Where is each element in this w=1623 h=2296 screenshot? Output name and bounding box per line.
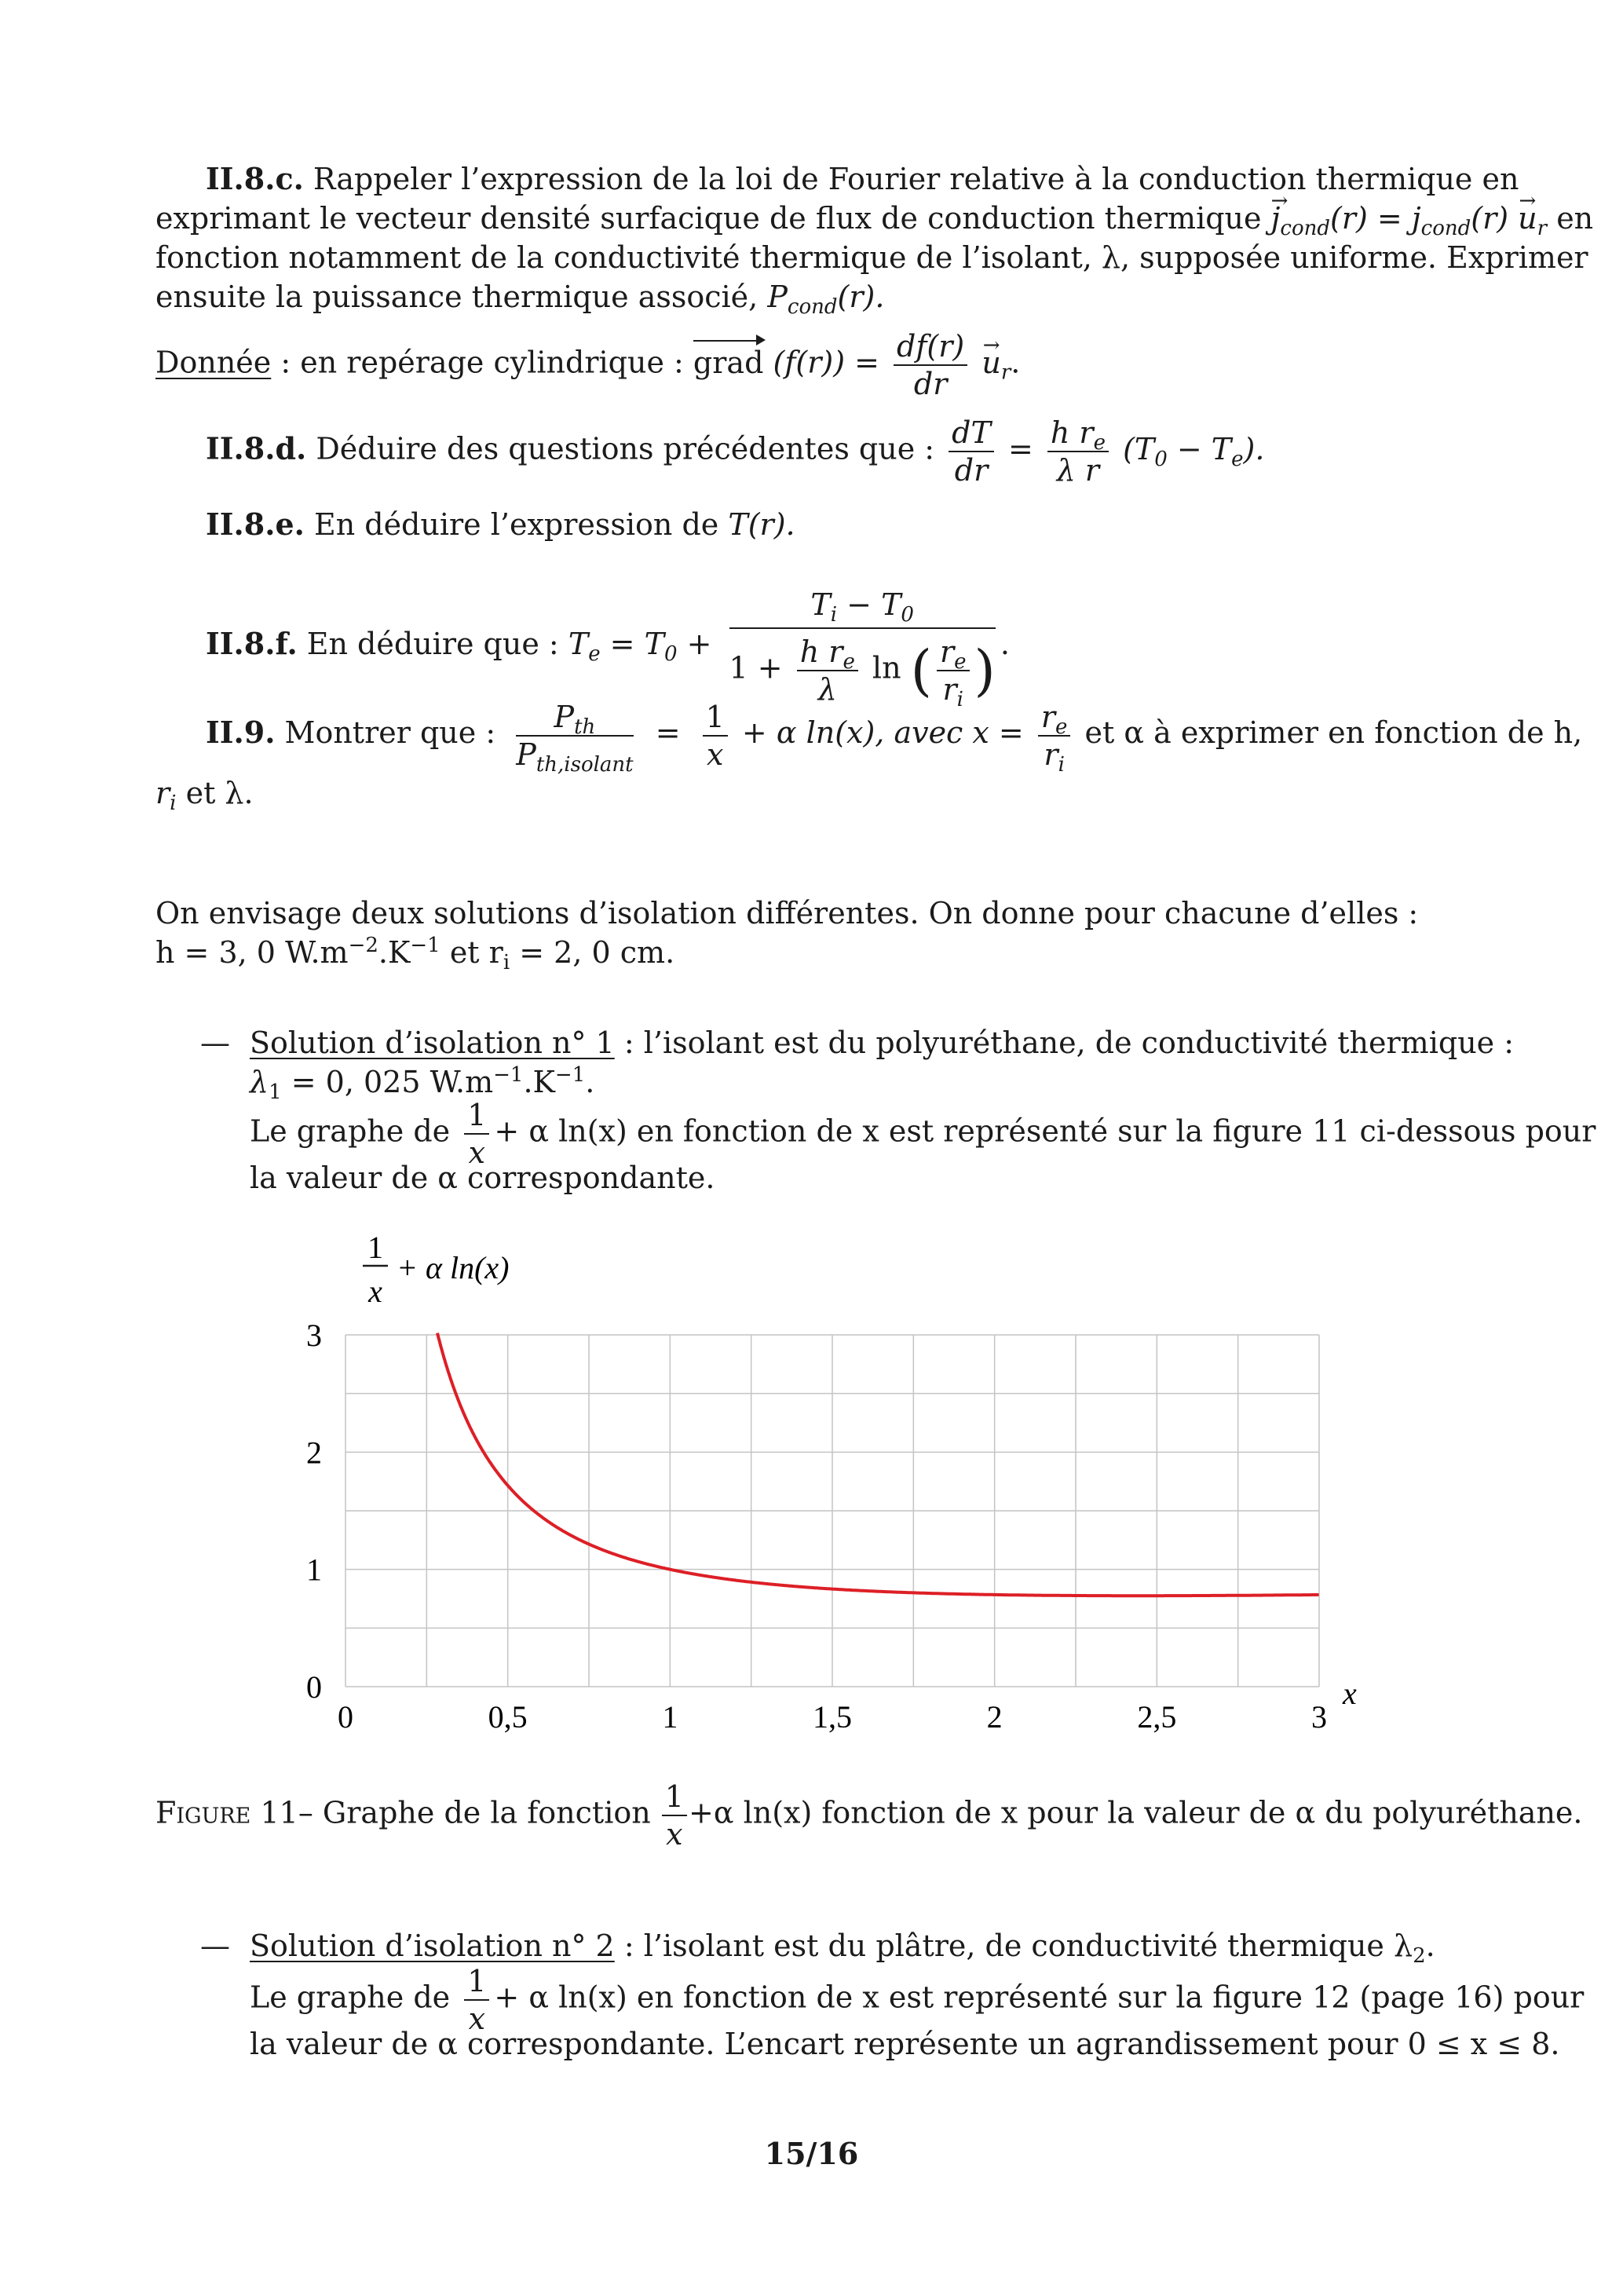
j-vector: → j <box>1271 199 1281 238</box>
solution1-line4: la valeur de α correspondante. <box>250 1161 715 1195</box>
grad-arg: (f(r)) = <box>773 345 879 380</box>
y-tick-label: 0 <box>306 1669 322 1705</box>
y-tick-label: 1 <box>306 1552 322 1588</box>
sub-cond: cond <box>1280 217 1331 240</box>
donnee-label: Donnée <box>155 345 272 380</box>
intro-line1: On envisage deux solutions d’isolation différentes. On donne pour chacune d’elles : <box>155 896 1419 930</box>
chart-grid <box>345 1335 1319 1687</box>
x-tick-label: 3 <box>1311 1699 1327 1735</box>
chart-ticks <box>306 1318 1327 1735</box>
q-ii9-text: Montrer que : <box>284 715 496 750</box>
q-ii8c-text1: Rappeler l’expression de la loi de Fourier relative à la conduction thermique en <box>313 162 1519 196</box>
solution2-line1: Solution d’isolation n° 2 : l’isolant est du plâtre, de conductivité thermique $\lambda_2$. <box>250 1929 1435 1968</box>
solution2-line2: Le graphe de $\frac{1}{x}$ + α ln(x) en fonction de x est représenté sur la figure 12 (page 16) pour <box>250 1964 1585 2036</box>
sol1-one-over-x: $\frac{1}{x}$ <box>464 1097 489 1171</box>
j-scalar: j <box>1411 201 1421 236</box>
q-ii8c-text4: ensuite la puissance thermique associé, <box>155 280 758 314</box>
q-ii9-label: II.9. <box>206 715 276 750</box>
solution2-title: Solution d’isolation n° 2 <box>250 1929 615 1963</box>
dt-dr-fraction: $\frac{dT}{dr}$ <box>949 415 994 488</box>
u-vector: → u <box>1518 199 1537 238</box>
figure-label: Figure 11 <box>155 1795 298 1830</box>
q-ii8c-text2: exprimant le vecteur densité surfacique de flux de conduction thermique <box>155 201 1262 236</box>
hr-lambda-small-fraction: $\frac{h r_e}{\lambda}$ <box>797 634 858 707</box>
solution1-line3: Le graphe de $\frac{1}{x}$ + α ln(x) en fonction de x est représenté sur la figure 11 ci-dessous pour <box>250 1098 1596 1170</box>
x-tick-label: 2 <box>986 1699 1003 1735</box>
y-tick-label: 2 <box>306 1435 322 1471</box>
p-cond-sub: cond <box>787 295 838 319</box>
page-number: 15/16 <box>764 2136 859 2171</box>
q-ii8c-line1 <box>206 159 1519 199</box>
donnee-line: Donnée : en repérage cylindrique : grad (f(r)) = $\frac{df(r)}{dr}$ → $u_r$. <box>155 328 1020 402</box>
sub-cond2: cond <box>1420 217 1471 240</box>
q-ii8c-line3: fonction notamment de la conductivité thermique de l’isolant, λ, supposée uniforme. Exprimer <box>155 240 1588 275</box>
solution1-line1: Solution d’isolation n° 1 : l’isolant est du polyuréthane, de conductivité thermique : <box>250 1026 1515 1060</box>
q-ii8e-text: En déduire l’expression de <box>313 507 719 542</box>
q-ii8c-label: II.8.c. <box>206 161 304 196</box>
te-expr: $T_e = T_0$ + <box>568 627 712 666</box>
t-of-r: T(r). <box>728 507 795 542</box>
q-ii8f-text: En déduire que : <box>306 627 559 661</box>
solution1-line2: $\lambda_1 = 0$, 025 $W.m^{-1}.K^{-1}$. <box>250 1063 595 1104</box>
ylabel-one: 1 <box>367 1230 383 1265</box>
q-ii8f-line: II.8.f. En déduire que : $T_e = T_0$ + $T_i - T_0$ 1 + $\frac{h r_e}{\lambda}$ ln ( $\frac{r_e}{r_i}$ ) . <box>206 587 1010 711</box>
sub-r: r <box>1537 217 1548 240</box>
ylabel-rest: + α ln(x) <box>397 1250 510 1285</box>
solution2-line3: la valeur de α correspondante. L’encart représente un agrandissement pour 0 ≤ x ≤ 8. <box>250 2027 1560 2061</box>
q-ii8c-en: en <box>1556 201 1594 236</box>
p-cond-arg: (r). <box>837 280 885 314</box>
hr-lambda-fraction: $\frac{h r_e}{\text{λ r}}$ <box>1047 415 1109 488</box>
q-ii8d-line: II.8.d. Déduire des questions précédentes que : $\frac{dT}{dr}$ = $\frac{h r_e}{\text{λ r}}$ $(T_0 - T_e)$. <box>206 415 1265 488</box>
ur-vector: → u <box>981 343 1000 382</box>
j-arg2: (r) <box>1471 201 1509 236</box>
figure-11-chart <box>0 1217 1623 1735</box>
q-ii8f-label: II.8.f. <box>206 626 298 661</box>
q-ii8d-label: II.8.d. <box>206 430 307 466</box>
q-ii8c-line2 <box>155 199 1593 238</box>
x-tick-label: 0,5 <box>488 1699 528 1735</box>
q-ii8d-text: Déduire des questions précédentes que : <box>316 431 935 466</box>
y-tick-label: 3 <box>306 1318 322 1353</box>
q-ii9-line1: II.9. Montrer que : $\frac{P_{th}}{P_{th,isolant}}$ = $\frac{1}{x}$ + α ln(x), avec x = $\frac{r_e}{r_i}$ et α à exprimer en fonction de h, <box>206 699 1583 777</box>
x-tick-label: 1,5 <box>813 1699 852 1735</box>
re-ri-fraction: $\frac{r_e}{r_i}$ <box>937 634 970 707</box>
temp-diff: $(T_0 - T_e)$. <box>1123 431 1265 471</box>
ylabel-x: x <box>368 1274 382 1309</box>
caption-one-over-x: $\frac{1}{x}$ <box>662 1779 687 1852</box>
q-ii9-expr: + α ln(x), avec x = <box>741 715 1024 750</box>
j-arg: (r) = <box>1330 201 1402 236</box>
p-cond: P <box>767 280 788 314</box>
donnee-text: : en repérage cylindrique : <box>280 345 684 380</box>
solution1-dash: — <box>200 1026 230 1060</box>
grad-operator: grad <box>693 343 763 382</box>
pth-ratio-fraction: $\frac{P_{th}}{P_{th,isolant}}$ <box>516 699 634 777</box>
q-ii8e-line <box>206 505 795 544</box>
series-curve <box>437 1333 1319 1596</box>
solution2-dash: — <box>200 1929 230 1963</box>
x-axis-label: x <box>1343 1676 1357 1711</box>
figure-caption: Figure 11– Graphe de la fonction $\frac{1}{x}$ +α ln(x) fonction de x pour la valeur de α du polyuréthane. <box>155 1779 1583 1852</box>
intro-line2: h = 3, 0 $W.m^{-2}.K^{-1}$ et $r_i = 2$, 0 cm. <box>155 934 675 974</box>
donnee-fraction: $\frac{df(r)}{dr}$ <box>894 328 967 402</box>
q-ii8e-label: II.8.e. <box>206 506 305 542</box>
re-ri-ratio: $\frac{r_e}{r_i}$ <box>1038 699 1071 773</box>
x-tick-label: 2,5 <box>1137 1699 1177 1735</box>
solution1-title: Solution d’isolation n° 1 <box>250 1026 615 1060</box>
te-fraction: $T_i - T_0$ 1 + $\frac{h r_e}{\lambda}$ ln ( $\frac{r_e}{r_i}$ ) <box>729 587 996 711</box>
sol2-one-over-x: $\frac{1}{x}$ <box>464 1963 489 2037</box>
q-ii9-line2: $r_i$ et λ. <box>155 776 254 815</box>
chart-y-label <box>363 1230 510 1309</box>
x-tick-label: 0 <box>338 1699 353 1735</box>
one-over-x-fraction: $\frac{1}{x}$ <box>703 699 728 773</box>
q-ii8c-line4 <box>155 277 885 319</box>
x-tick-label: 1 <box>662 1699 678 1735</box>
q-ii9-tail: et α à exprimer en fonction de h, <box>1084 715 1583 750</box>
